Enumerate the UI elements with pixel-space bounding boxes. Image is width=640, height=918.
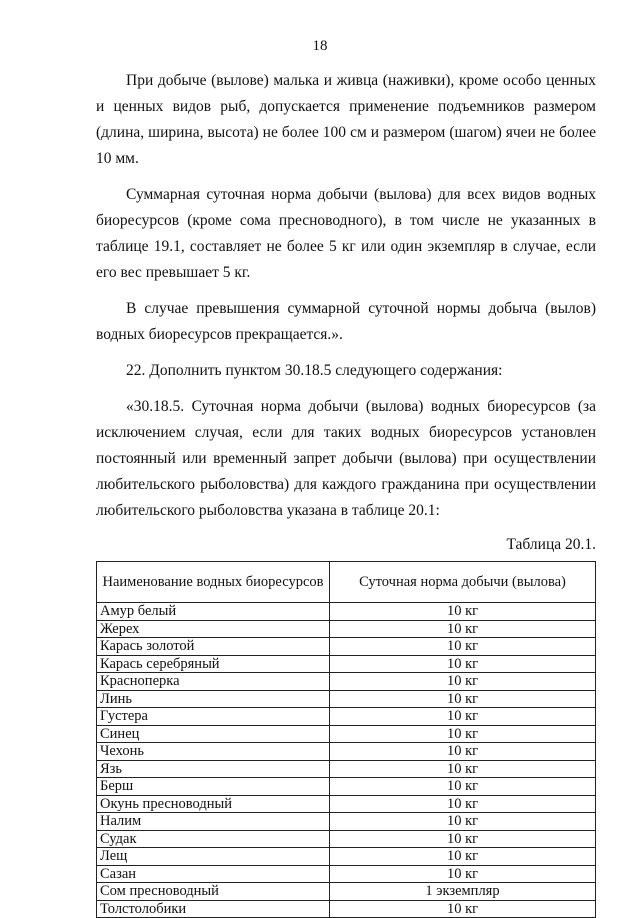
cell-daily-norm: 10 кг xyxy=(330,813,596,831)
table-row xyxy=(97,883,596,901)
cell-daily-norm: 10 кг xyxy=(330,690,596,708)
paragraph: 22. Дополнить пунктом 30.18.5 следующего содержания: xyxy=(126,362,503,379)
table-row xyxy=(97,620,596,638)
cell-daily-norm: 10 кг xyxy=(330,638,596,656)
paragraph: В случае превышения суммарной суточной нормы добыча (вылов) водных биоресурсов прекращается.». xyxy=(96,300,596,343)
table-row xyxy=(97,673,596,691)
cell-daily-norm: 10 кг xyxy=(330,830,596,848)
table-header-row xyxy=(97,562,596,603)
cell-species-name: Карась золотой xyxy=(97,638,330,656)
cell-species-name: Язь xyxy=(97,760,330,778)
cell-species-name: Судак xyxy=(97,830,330,848)
cell-daily-norm: 10 кг xyxy=(330,795,596,813)
table-row xyxy=(97,638,596,656)
cell-species-name: Линь xyxy=(97,690,330,708)
page-number: 18 xyxy=(312,38,328,54)
column-header-species: Наименование водных биоресурсов xyxy=(97,562,330,603)
cell-species-name: Сом пресноводный xyxy=(97,883,330,901)
catch-norms-table xyxy=(96,561,596,918)
cell-daily-norm: 10 кг xyxy=(330,848,596,866)
cell-species-name: Синец xyxy=(97,725,330,743)
paragraph: При добыче (вылове) малька и живца (наживки), кроме особо ценных и ценных видов рыб, допускается применение подъемников размером (длина, ширина, высота) не более 100 см и размером (шагом) ячеи не более 10 мм. xyxy=(96,72,596,167)
cell-daily-norm: 10 кг xyxy=(330,760,596,778)
cell-species-name: Толстолобики xyxy=(97,900,330,918)
cell-species-name: Амур белый xyxy=(97,603,330,621)
table-row xyxy=(97,848,596,866)
cell-species-name: Берш xyxy=(97,778,330,796)
cell-daily-norm: 10 кг xyxy=(330,725,596,743)
table-row xyxy=(97,813,596,831)
cell-species-name: Лещ xyxy=(97,848,330,866)
cell-daily-norm: 10 кг xyxy=(330,778,596,796)
table-row xyxy=(97,900,596,918)
table-row xyxy=(97,603,596,621)
table-row xyxy=(97,690,596,708)
cell-species-name: Чехонь xyxy=(97,743,330,761)
cell-daily-norm: 10 кг xyxy=(330,900,596,918)
table-row xyxy=(97,760,596,778)
paragraph: Суммарная суточная норма добычи (вылова) для всех видов водных биоресурсов (кроме сома пресноводного), в том числе не указанных в таблице 19.1, составляет не более 5 кг или один экземпляр в случае, если его вес превышает 5 кг. xyxy=(96,186,596,281)
column-header-daily-norm: Суточная норма добычи (вылова) xyxy=(330,562,596,603)
cell-daily-norm: 1 экземпляр xyxy=(330,883,596,901)
table-row xyxy=(97,830,596,848)
table-row xyxy=(97,655,596,673)
cell-daily-norm: 10 кг xyxy=(330,673,596,691)
cell-species-name: Жерех xyxy=(97,620,330,638)
paragraph: «30.18.5. Суточная норма добычи (вылова) водных биоресурсов (за исключением случая, если для таких водных биоресурсов установлен постоянный или временный запрет добычи (вылова) при осуществлении любительского рыболовства) для каждого гражданина при осуществлении любительского рыболовства указана в таблице 20.1: xyxy=(96,398,596,519)
table-row xyxy=(97,865,596,883)
cell-species-name: Сазан xyxy=(97,865,330,883)
table-row xyxy=(97,708,596,726)
cell-daily-norm: 10 кг xyxy=(330,603,596,621)
document-body xyxy=(96,68,596,918)
table-body xyxy=(97,603,596,918)
table-row xyxy=(97,725,596,743)
cell-species-name: Густера xyxy=(97,708,330,726)
table-row xyxy=(97,778,596,796)
cell-daily-norm: 10 кг xyxy=(330,865,596,883)
cell-species-name: Окунь пресноводный xyxy=(97,795,330,813)
cell-species-name: Красноперка xyxy=(97,673,330,691)
cell-daily-norm: 10 кг xyxy=(330,743,596,761)
cell-daily-norm: 10 кг xyxy=(330,708,596,726)
table-caption: Таблица 20.1. xyxy=(506,536,596,553)
cell-daily-norm: 10 кг xyxy=(330,655,596,673)
cell-species-name: Карась серебряный xyxy=(97,655,330,673)
table-row xyxy=(97,743,596,761)
table-row xyxy=(97,795,596,813)
cell-species-name: Налим xyxy=(97,813,330,831)
cell-daily-norm: 10 кг xyxy=(330,620,596,638)
